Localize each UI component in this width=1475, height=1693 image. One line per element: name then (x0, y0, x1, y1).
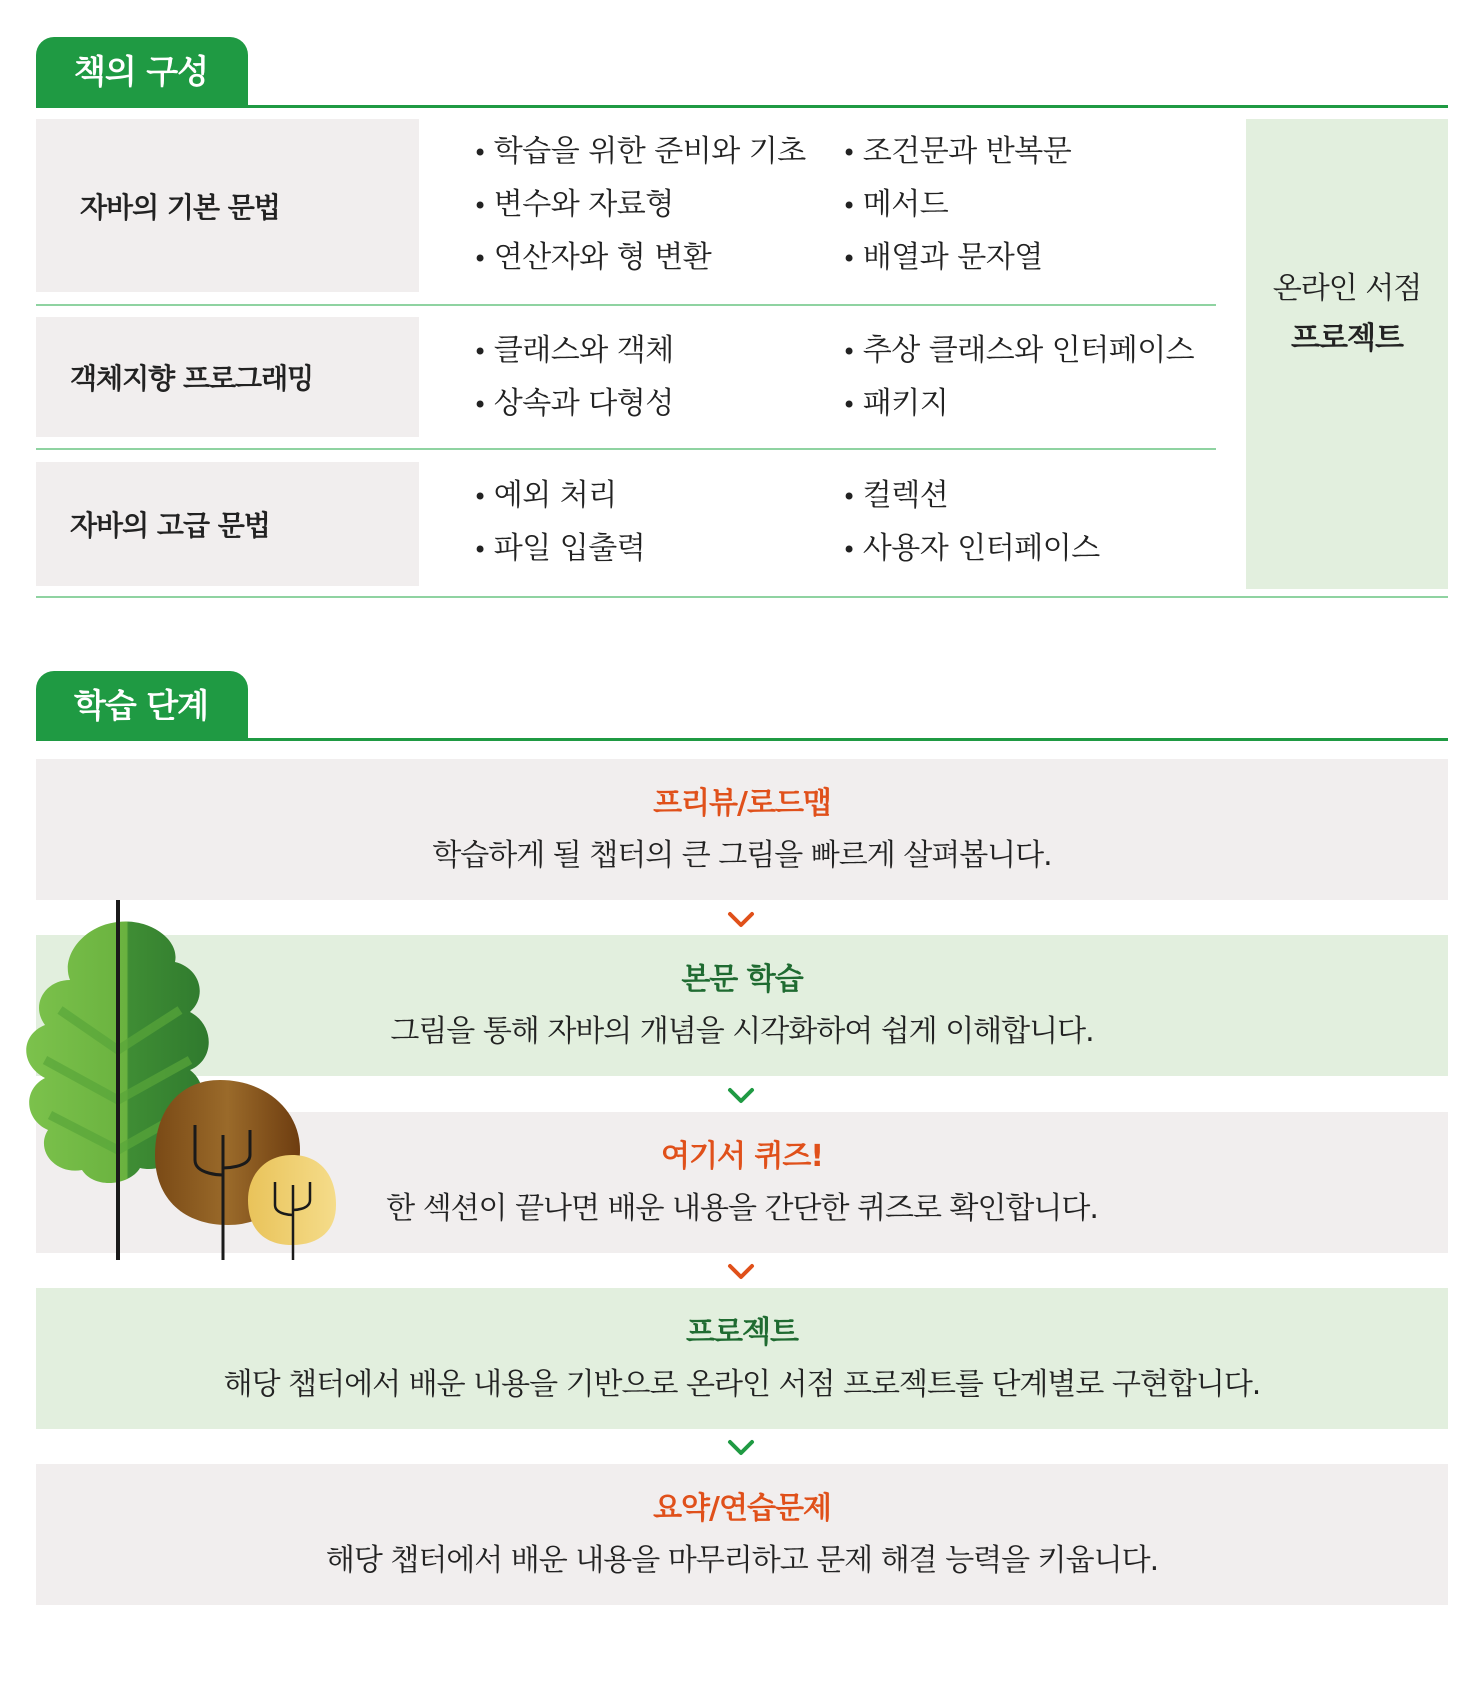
row-label-text: 객체지향 프로그래밍 (70, 362, 314, 395)
list-item: • 조건문과 반복문 (842, 126, 1071, 179)
step-title: 프리뷰/로드맵 (653, 786, 831, 821)
step-project (36, 1288, 1448, 1429)
project-line1: 온라인 서점 (1272, 271, 1422, 306)
online-bookstore-project-box (1246, 119, 1448, 589)
table-bottom-rule (36, 596, 1448, 598)
list-item: • 학습을 위한 준비와 기초 (473, 126, 806, 179)
row-oop-col1 (473, 325, 674, 431)
step-preview (36, 759, 1448, 900)
list-item: • 추상 클래스와 인터페이스 (842, 325, 1194, 378)
step-title: 여기서 퀴즈! (660, 1139, 824, 1174)
chevron-down-icon (726, 1433, 756, 1463)
chevron-down-icon (726, 1257, 756, 1287)
step-summary (36, 1464, 1448, 1605)
list-item: • 클래스와 객체 (473, 325, 674, 378)
chevron-down-icon (726, 905, 756, 935)
composition-tab: 책의 구성 (36, 37, 248, 107)
composition-rule (36, 105, 1448, 108)
step-desc: 그림을 통해 자바의 개념을 시각화하여 쉽게 이해합니다. (390, 1014, 1094, 1049)
tree-illustration (0, 900, 340, 1260)
row-basic-col1 (473, 126, 806, 285)
row-label-oop (36, 317, 419, 437)
project-line2: 프로젝트 (1291, 321, 1403, 356)
step-desc: 해당 챕터에서 배운 내용을 마무리하고 문제 해결 능력을 키웁니다. (325, 1543, 1159, 1578)
row-divider (36, 448, 1216, 450)
step-desc: 학습하게 될 챕터의 큰 그림을 빠르게 살펴봅니다. (432, 838, 1052, 873)
row-advanced-col2 (842, 470, 1100, 576)
list-item: • 메서드 (842, 179, 1071, 232)
list-item: • 배열과 문자열 (842, 232, 1071, 285)
step-desc: 해당 챕터에서 배운 내용을 기반으로 온라인 서점 프로젝트를 단계별로 구현합니다. (223, 1367, 1261, 1402)
row-advanced-col1 (473, 470, 645, 576)
list-item: • 패키지 (842, 378, 1194, 431)
learning-steps-rule (36, 738, 1448, 741)
row-basic-col2 (842, 126, 1071, 285)
list-item: • 컬렉션 (842, 470, 1100, 523)
list-item: • 연산자와 형 변환 (473, 232, 806, 285)
list-item: • 변수와 자료형 (473, 179, 806, 232)
list-item: • 파일 입출력 (473, 523, 645, 576)
row-oop-col2 (842, 325, 1194, 431)
row-label-text: 자바의 기본 문법 (80, 190, 280, 224)
chevron-down-icon (726, 1081, 756, 1111)
step-title: 프로젝트 (686, 1315, 798, 1350)
step-desc: 한 섹션이 끝나면 배운 내용을 간단한 퀴즈로 확인합니다. (386, 1191, 1098, 1226)
learning-steps-tab: 학습 단계 (36, 671, 248, 741)
list-item: • 상속과 다형성 (473, 378, 674, 431)
step-title: 요약/연습문제 (653, 1491, 831, 1526)
row-divider (36, 304, 1216, 306)
list-item: • 사용자 인터페이스 (842, 523, 1100, 576)
list-item: • 예외 처리 (473, 470, 645, 523)
row-label-basic (36, 119, 419, 292)
row-label-text: 자바의 고급 문법 (70, 509, 270, 542)
step-title: 본문 학습 (681, 962, 803, 997)
row-label-advanced (36, 462, 419, 586)
